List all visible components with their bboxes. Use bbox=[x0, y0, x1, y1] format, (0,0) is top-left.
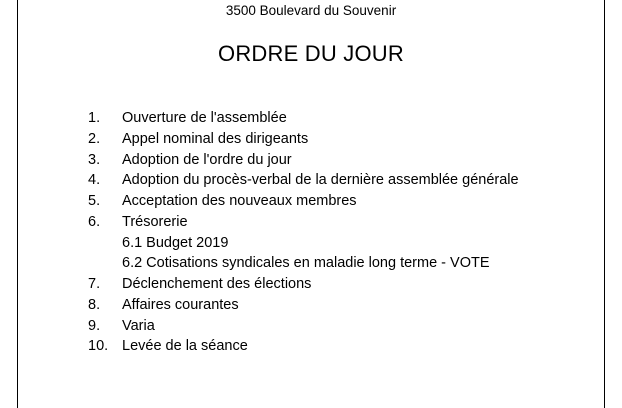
agenda-item bbox=[0, 212, 622, 233]
agenda-subitem-text: 6.2 Cotisations syndicales en maladie long terme - VOTE bbox=[122, 255, 490, 272]
agenda-item bbox=[0, 108, 622, 129]
agenda-item-number: 1. bbox=[88, 110, 101, 126]
agenda-item-text: Déclenchement des élections bbox=[122, 276, 312, 292]
agenda-item-text: Affaires courantes bbox=[122, 296, 239, 313]
agenda-item-number: 7. bbox=[88, 276, 101, 292]
page-title: ORDRE DU JOUR bbox=[218, 41, 404, 66]
agenda-item-number: 9. bbox=[88, 317, 101, 334]
agenda-item-text: Levée de la séance bbox=[122, 338, 248, 355]
agenda-item bbox=[0, 191, 622, 212]
agenda-item-number: 3. bbox=[88, 151, 101, 168]
agenda-item bbox=[0, 316, 622, 337]
agenda-item-text: Acceptation des nouveaux membres bbox=[122, 193, 357, 209]
agenda-item-text: Ouverture de l'assemblée bbox=[122, 110, 287, 126]
agenda-item-text: Adoption du procès-verbal de la dernière assemblée générale bbox=[122, 172, 519, 189]
agenda-item-number: 6. bbox=[88, 213, 101, 230]
agenda-item bbox=[0, 150, 622, 171]
address-line: 3500 Boulevard du Souvenir bbox=[225, 3, 397, 18]
agenda-subitem-text: 6.1 Budget 2019 bbox=[122, 234, 229, 251]
agenda-item bbox=[0, 170, 622, 191]
agenda-item-number: 2. bbox=[88, 130, 101, 147]
agenda-item bbox=[0, 336, 622, 357]
agenda-item-number: 5. bbox=[88, 193, 101, 209]
agenda-item-number: 8. bbox=[88, 296, 101, 313]
agenda-subitem bbox=[0, 233, 622, 254]
agenda-subitem bbox=[0, 253, 622, 274]
agenda-item-text: Adoption de l'ordre du jour bbox=[122, 151, 292, 168]
agenda-item-text: Trésorerie bbox=[122, 213, 188, 230]
agenda-item-text: Varia bbox=[122, 317, 155, 334]
agenda-item-number: 10. bbox=[88, 338, 109, 355]
agenda-item-number: 4. bbox=[88, 172, 101, 189]
agenda-item-text: Appel nominal des dirigeants bbox=[122, 130, 309, 147]
agenda-list bbox=[0, 108, 622, 357]
agenda-item bbox=[0, 295, 622, 316]
agenda-item bbox=[0, 129, 622, 150]
agenda-item bbox=[0, 274, 622, 295]
